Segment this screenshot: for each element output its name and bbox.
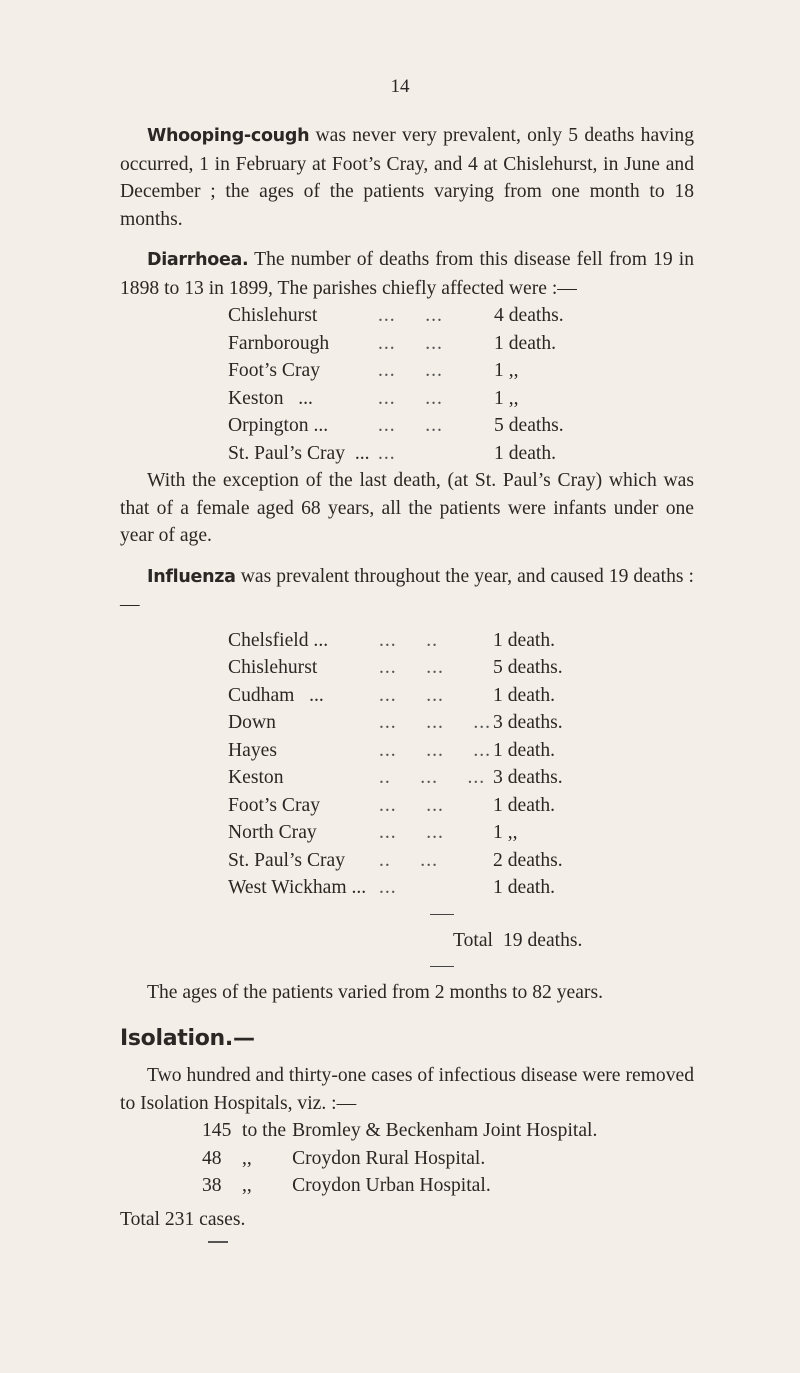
diarrhoea-row	[228, 330, 564, 358]
leader-dots: ... ...	[378, 387, 443, 409]
parish-name: St. Paul’s Cray	[228, 849, 346, 871]
death-count: 1 death.	[493, 877, 556, 898]
page-body	[120, 122, 694, 1243]
page-number: 14	[390, 76, 410, 97]
isolation-row	[202, 1117, 597, 1145]
death-count: 1 ,,	[494, 387, 519, 409]
hospital-name: Croydon Urban Hospital.	[292, 1175, 491, 1196]
total-row	[228, 927, 582, 955]
death-count: 2 deaths.	[493, 849, 563, 871]
parish-name: Keston	[228, 767, 284, 788]
leader-dots: ... ...	[378, 332, 443, 354]
diarrhoea-heading: Diarrhoea.	[147, 250, 249, 270]
parish-name: Hayes	[228, 739, 277, 761]
death-count: 1 death.	[493, 629, 556, 651]
leader-dots: ... ... ...	[379, 712, 492, 733]
death-count: 1 death.	[494, 442, 557, 464]
influenza-row	[228, 764, 563, 792]
parish-name: North Cray	[228, 822, 317, 843]
whooping-cough-text: was never very prevalent, only 5 deaths having occurred, 1 in February at Foot’s Cray, and 4 at Chislehurst, in June and December ; the ages of the patients varying from one month to 18 months.	[120, 125, 694, 230]
leader-dots: ...	[379, 877, 397, 898]
influenza-table	[228, 627, 563, 902]
total-top-rule	[430, 914, 454, 915]
total-value: 19 deaths.	[503, 929, 583, 951]
influenza-row	[228, 627, 563, 655]
influenza-row	[228, 709, 563, 737]
isolation-row	[202, 1145, 597, 1173]
influenza-ages-text: The ages of the patients varied from 2 months to 82 years.	[147, 982, 603, 1003]
isolation-text: Two hundred and thirty-one cases of infectious disease were removed to Isolation Hospitals, viz. :—	[120, 1065, 694, 1114]
leader-dots: .. ...	[379, 849, 438, 871]
diarrhoea-paragraph	[120, 246, 694, 302]
parish-name: Foot’s Cray	[228, 360, 320, 381]
isolation-total: Total 231 cases.	[120, 1208, 246, 1230]
total-label: Total	[453, 929, 493, 951]
diarrhoea-after-text: With the exception of the last death, (at St. Paul’s Cray) which was that of a female aged 68 years, all the patients were infants under one year of age.	[120, 470, 694, 546]
case-count: 145	[202, 1120, 232, 1141]
diarrhoea-row	[228, 302, 564, 330]
influenza-paragraph	[120, 563, 694, 619]
hospital-name: Croydon Rural Hospital.	[292, 1147, 486, 1169]
death-count: 3 deaths.	[493, 767, 563, 788]
death-count: 1 death.	[493, 684, 556, 706]
death-count: 3 deaths.	[493, 712, 563, 733]
influenza-row	[228, 819, 563, 847]
diarrhoea-row	[228, 357, 564, 385]
leader-dots: ... ...	[378, 305, 443, 326]
diarrhoea-row	[228, 440, 564, 468]
death-count: 1 death.	[494, 332, 557, 354]
whooping-cough-heading: Whooping-cough	[147, 126, 310, 146]
parish-name: Keston ...	[228, 387, 313, 409]
whooping-cough-paragraph	[120, 122, 694, 233]
death-count: 1 death.	[493, 739, 556, 761]
leader-dots: ... ...	[379, 657, 444, 678]
diarrhoea-row	[228, 412, 564, 440]
parish-name: Chelsfield ...	[228, 629, 329, 651]
case-count: 38	[202, 1175, 222, 1196]
leader-dots: ... ...	[379, 684, 444, 706]
hospital-name: Bromley & Beckenham Joint Hospital.	[292, 1120, 598, 1141]
parish-name: Orpington ...	[228, 415, 329, 436]
influenza-row	[228, 654, 563, 682]
death-count: 5 deaths.	[493, 657, 563, 678]
parish-name: Farnborough	[228, 332, 330, 354]
diarrhoea-table	[228, 302, 564, 467]
diarrhoea-row	[228, 385, 564, 413]
diarrhoea-text: The number of deaths from this disease fell from 19 in 1898 to 13 in 1899, The parishes chiefly affected were :—	[120, 249, 694, 299]
influenza-total	[228, 927, 582, 955]
leader-dots: ... ..	[379, 629, 438, 651]
leader-dots: ...	[378, 442, 396, 464]
influenza-row	[228, 737, 563, 765]
influenza-row	[228, 792, 563, 820]
leader-dots: ... ...	[379, 822, 444, 843]
parish-name: Cudham ...	[228, 684, 324, 706]
parish-name: West Wickham ...	[228, 877, 367, 898]
isolation-heading: Isolation.—	[120, 1025, 255, 1051]
influenza-row	[228, 682, 563, 710]
ditto-mark: to the	[242, 1120, 287, 1141]
isolation-row	[202, 1172, 597, 1200]
isolation-end-rule	[208, 1241, 228, 1243]
parish-name: Foot’s Cray	[228, 794, 320, 816]
leader-dots: ... ...	[378, 415, 443, 436]
ditto-mark: ,,	[242, 1147, 252, 1169]
leader-dots: ... ...	[379, 794, 444, 816]
death-count: 1 ,,	[494, 360, 519, 381]
case-count: 48	[202, 1147, 222, 1169]
isolation-table	[202, 1117, 597, 1200]
influenza-row	[228, 847, 563, 875]
parish-name: Chislehurst	[228, 657, 318, 678]
death-count: 5 deaths.	[494, 415, 564, 436]
leader-dots: ... ...	[378, 360, 443, 381]
total-bottom-rule	[430, 966, 454, 967]
influenza-heading: Influenza	[147, 566, 236, 587]
death-count: 1 death.	[493, 794, 556, 816]
influenza-text: was prevalent throughout the year, and caused 19 deaths :—	[120, 565, 694, 615]
ditto-mark: ,,	[242, 1175, 252, 1196]
parish-name: St. Paul’s Cray ...	[228, 442, 370, 464]
parish-name: Chislehurst	[228, 305, 318, 326]
leader-dots: ... ... ...	[379, 739, 492, 761]
influenza-row	[228, 874, 563, 902]
death-count: 4 deaths.	[494, 305, 564, 326]
parish-name: Down	[228, 712, 276, 733]
death-count: 1 ,,	[493, 822, 518, 843]
leader-dots: .. ... ...	[379, 767, 486, 788]
